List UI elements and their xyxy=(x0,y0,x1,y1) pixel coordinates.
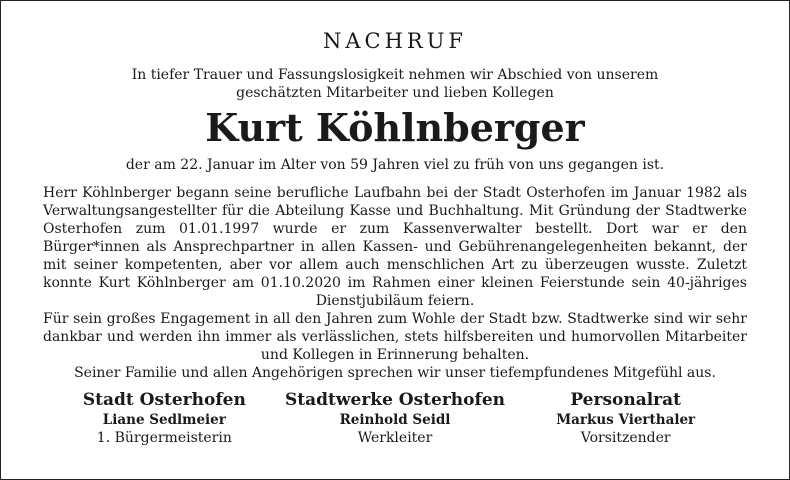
body-paragraph-gratitude: Für sein großes Engagement in all den Jahren zum Wohle der Stadt bzw. Stadtwerke sind wir sehr dankbar und werden ihn immer als verlässlichen, stets hilfsbereiten und humorvollen Mitarbeiter und Kollegen in Erinnerung behalten. xyxy=(43,311,747,363)
signature-role: 1. Bürgermeisterin xyxy=(96,430,232,446)
intro-text xyxy=(43,66,747,102)
body-paragraph-career: Herr Köhlnberger begann seine berufliche Laufbahn bei der Stadt Osterhofen im Januar 1982 als Verwaltungsangestellter für die Abteilung Kasse und Buchhaltung. Mit Gründung der Stadtwerke Osterhofen zum 01.01.1997 wurde er zum Kassenverwalter bestellt. Dort war er den Bürger*innen als Ansprechpartner in allen Kassen- und Gebührenangelegenheiten bekannt, der mit seiner kompetenten, aber vor allem auch menschlichen Art zu überzeugen wusste. Zuletzt konnte Kurt Köhlnberger am 01.10.2020 im Rahmen einer kleinen Feierstunde sein 40-jähriges Dienstjubiläum feiern. xyxy=(43,185,747,309)
signature-org: Personalrat xyxy=(570,390,682,410)
signature-stadtwerke xyxy=(280,390,511,448)
signature-role: Werkleiter xyxy=(357,430,433,446)
body-paragraph-condolence: Seiner Familie und allen Angehörigen sprechen wir unser tiefempfundenes Mitgefühl aus. xyxy=(74,365,716,381)
signature-block xyxy=(43,390,747,448)
signature-org: Stadt Osterhofen xyxy=(82,390,246,410)
signature-person: Markus Vierthaler xyxy=(556,412,696,428)
notice-heading: NACHRUF xyxy=(322,29,467,53)
signature-org: Stadtwerke Osterhofen xyxy=(285,390,505,410)
intro-line: In tiefer Trauer und Fassungslosigkeit nehmen wir Abschied von unserem xyxy=(131,67,659,83)
signature-role: Vorsitzender xyxy=(580,430,671,446)
notice-body xyxy=(43,184,747,382)
death-note: der am 22. Januar im Alter von 59 Jahren viel zu früh von uns gegangen ist. xyxy=(125,157,665,173)
signature-stadt xyxy=(49,390,280,448)
deceased-name: Kurt Köhlnberger xyxy=(205,105,585,150)
signature-person: Liane Sedlmeier xyxy=(102,412,226,428)
intro-line: geschätzten Mitarbeiter und lieben Kollegen xyxy=(236,85,554,101)
signature-personalrat xyxy=(510,390,741,448)
signature-person: Reinhold Seidl xyxy=(339,412,451,428)
